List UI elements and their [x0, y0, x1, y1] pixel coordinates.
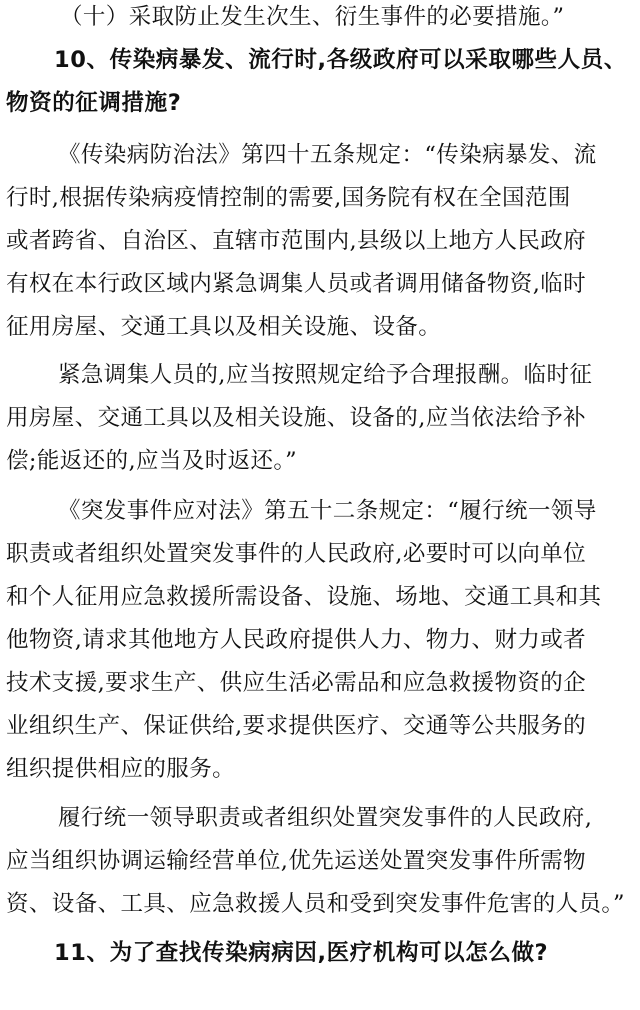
paragraph-line: 业组织生产、保证供给,要求提供医疗、交通等公共服务的	[6, 713, 587, 739]
question-heading: 11、为了查找传染病病因,医疗机构可以怎么做?	[54, 940, 549, 966]
paragraph-line: 《传染病防治法》第四十五条规定：“传染病暴发、流	[58, 142, 597, 168]
paragraph-line: 用房屋、交通工具以及相关设施、设备的,应当依法给予补	[6, 405, 587, 431]
paragraph-line: 他物资,请求其他地方人民政府提供人力、物力、财力或者	[6, 627, 587, 653]
paragraph-line: 《突发事件应对法》第五十二条规定：“履行统一领导	[58, 498, 597, 524]
paragraph-line: 偿;能返还的,应当及时返还。”	[6, 448, 297, 474]
paragraph-line: 技术支援,要求生产、供应生活必需品和应急救援物资的企	[6, 670, 587, 696]
paragraph-line: 有权在本行政区域内紧急调集人员或者调用储备物资,临时	[6, 271, 587, 297]
paragraph-line: 和个人征用应急救援所需设备、设施、场地、交通工具和其	[6, 584, 602, 610]
paragraph-line: 征用房屋、交通工具以及相关设施、设备。	[6, 314, 442, 340]
paragraph-line: （十）采取防止发生次生、衍生事件的必要措施。”	[60, 4, 565, 30]
paragraph-line: 紧急调集人员的,应当按照规定给予合理报酬。临时征	[58, 362, 593, 388]
question-heading: 物资的征调措施?	[6, 90, 182, 116]
question-heading: 10、传染病暴发、流行时,各级政府可以采取哪些人员、	[54, 47, 627, 73]
paragraph-line: 组织提供相应的服务。	[6, 756, 236, 782]
paragraph-line: 职责或者组织处置突发事件的人民政府,必要时可以向单位	[6, 541, 587, 567]
paragraph-line: 或者跨省、自治区、直辖市范围内,县级以上地方人民政府	[6, 228, 587, 254]
paragraph-line: 应当组织协调运输经营单位,优先运送处置突发事件所需物	[6, 848, 587, 874]
paragraph-line: 行时,根据传染病疫情控制的需要,国务院有权在全国范围	[6, 185, 571, 211]
paragraph-line: 履行统一领导职责或者组织处置突发事件的人民政府,	[58, 805, 593, 831]
paragraph-line: 资、设备、工具、应急救援人员和受到突发事件危害的人员。”	[6, 891, 625, 917]
